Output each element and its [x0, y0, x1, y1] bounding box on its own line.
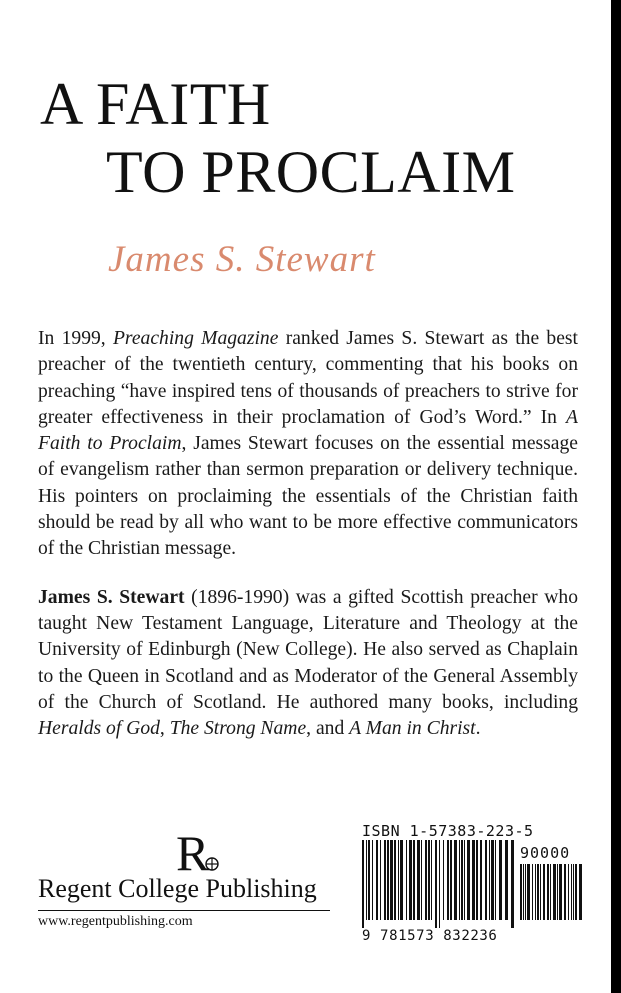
text-run: The Strong Name — [169, 718, 307, 740]
text-run: , and — [306, 718, 350, 740]
text-run: . — [475, 718, 481, 740]
text-run: In 1999, — [38, 328, 113, 349]
text-run: Preaching Magazine — [112, 328, 279, 349]
text-run: , — [159, 718, 170, 740]
author-name: James S. Stewart — [108, 239, 376, 280]
blurb-paragraph-1 — [38, 326, 578, 563]
isbn-barcode — [362, 822, 584, 947]
title-line-2: TO PROCLAIM — [106, 139, 516, 205]
publisher-logo-icon — [172, 828, 232, 876]
author-bio-paragraph — [38, 585, 578, 743]
text-run: Heralds of God — [38, 718, 160, 740]
logo-letter: R — [176, 828, 210, 876]
publisher-name: Regent College Publishing — [38, 874, 317, 903]
title-line-1: A FAITH — [40, 71, 271, 137]
back-cover-blurb — [38, 326, 578, 764]
isbn-label: ISBN 1-57383-223-5 — [362, 822, 534, 840]
text-run: A Faith to Proclaim — [38, 406, 578, 455]
book-title — [40, 70, 600, 206]
text-run: (1896-1990) was a gifted Scottish preacher who taught New Testament Language, Literature and Theology at the University of Edinburgh (New College). He also served as Chaplain to the Queen in Scotland and as Moderator of the General Assembly of the Church of Scotland. He authored many books, including — [38, 586, 578, 713]
publisher-url: www.regentpublishing.com — [38, 914, 193, 929]
ean-digits: 9 781573 832236 — [362, 928, 498, 944]
spine-edge — [611, 0, 621, 993]
text-run: , James Stewart focuses on the essential message of evangelism rather than sermon preparation or delivery technique. His pointers on proclaiming the essentials of the Christian faith should be read by all who want to be more effective communicators of the Christian message. — [38, 433, 578, 560]
text-run: James S. Stewart — [38, 586, 185, 608]
publisher-divider — [38, 910, 330, 911]
text-run: A Man in Christ — [349, 718, 476, 740]
text-run: ranked James S. Stewart as the best preacher of the twentieth century, commenting that his books on preaching “have inspired tens of thousands of preachers to strive for greater effectiveness in their proclamation of God’s Word.” In — [38, 328, 578, 428]
price-code: 90000 — [520, 844, 571, 862]
